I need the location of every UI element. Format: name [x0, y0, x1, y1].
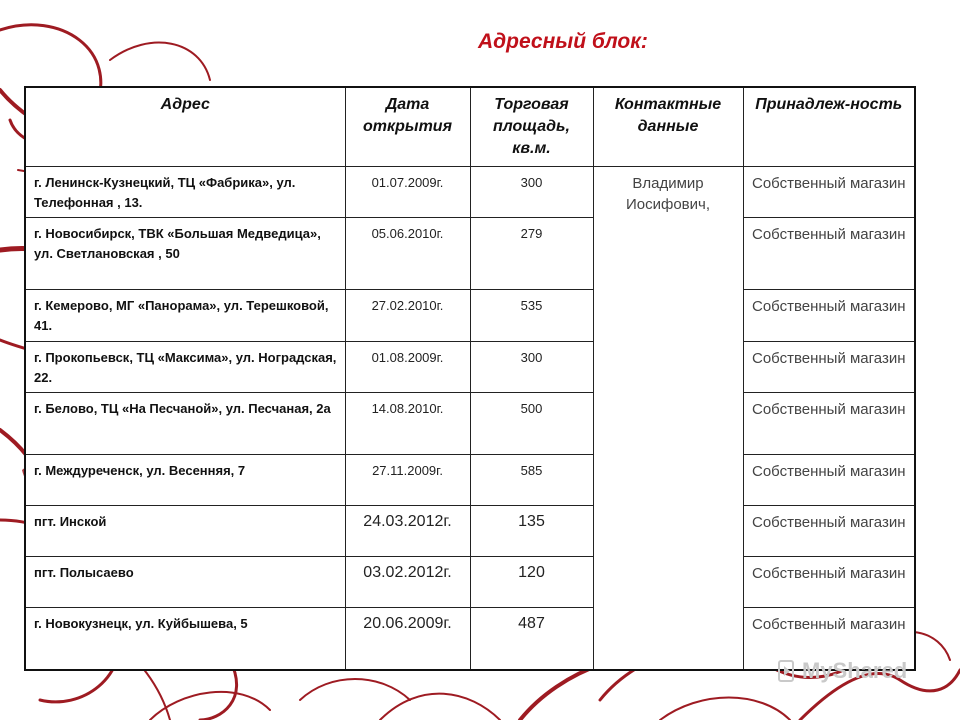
table-row: [25, 290, 915, 342]
address-cell: г. Белово, ТЦ «На Песчаной», ул. Песчаная, 2а: [25, 393, 345, 455]
ownership-cell: Собственный магазин: [743, 342, 915, 393]
ownership-cell: Собственный магазин: [743, 455, 915, 506]
area-cell: 500: [470, 393, 593, 455]
address-cell: пгт. Инской: [25, 506, 345, 557]
date-cell: 20.06.2009г.: [345, 608, 470, 670]
watermark-text: MyShared: [802, 658, 908, 683]
date-cell: 01.08.2009г.: [345, 342, 470, 393]
date-cell: 27.02.2010г.: [345, 290, 470, 342]
area-cell: 135: [470, 506, 593, 557]
area-cell: 279: [470, 218, 593, 290]
table-row: [25, 506, 915, 557]
table-row: [25, 393, 915, 455]
header-retail-area: Торговая площадь, кв.м.: [470, 87, 593, 167]
header-opening-date: Дата открытия: [345, 87, 470, 167]
area-cell: 535: [470, 290, 593, 342]
watermark: [776, 658, 907, 684]
address-cell: г. Новокузнецк, ул. Куйбышева, 5: [25, 608, 345, 670]
area-cell: 487: [470, 608, 593, 670]
table-header-row: [25, 87, 915, 167]
table-row: [25, 218, 915, 290]
contact-cell: Владимир Иосифович,: [593, 167, 743, 670]
ownership-cell: Собственный магазин: [743, 290, 915, 342]
table-row: [25, 342, 915, 393]
ownership-cell: Собственный магазин: [743, 218, 915, 290]
date-cell: 24.03.2012г.: [345, 506, 470, 557]
area-cell: 585: [470, 455, 593, 506]
table-row: [25, 167, 915, 218]
header-ownership: Принадлеж-ность: [743, 87, 915, 167]
date-cell: 27.11.2009г.: [345, 455, 470, 506]
area-cell: 300: [470, 167, 593, 218]
address-cell: г. Кемерово, МГ «Панорама», ул. Терешковой, 41.: [25, 290, 345, 342]
header-contacts: Контактные данные: [593, 87, 743, 167]
address-cell: г. Прокопьевск, ТЦ «Максима», ул. Ноградская, 22.: [25, 342, 345, 393]
address-cell: пгт. Полысаево: [25, 557, 345, 608]
ownership-cell: Собственный магазин: [743, 506, 915, 557]
date-cell: 03.02.2012г.: [345, 557, 470, 608]
myshared-logo-icon: [776, 660, 796, 682]
table-row: [25, 557, 915, 608]
ownership-cell: Собственный магазин: [743, 608, 915, 670]
area-cell: 300: [470, 342, 593, 393]
date-cell: 05.06.2010г.: [345, 218, 470, 290]
date-cell: 01.07.2009г.: [345, 167, 470, 218]
address-cell: г. Ленинск-Кузнецкий, ТЦ «Фабрика», ул. Телефонная , 13.: [25, 167, 345, 218]
address-table: [24, 86, 916, 671]
address-cell: г. Междуреченск, ул. Весенняя, 7: [25, 455, 345, 506]
area-cell: 120: [470, 557, 593, 608]
header-address: Адрес: [25, 87, 345, 167]
ownership-cell: Собственный магазин: [743, 557, 915, 608]
date-cell: 14.08.2010г.: [345, 393, 470, 455]
ownership-cell: Собственный магазин: [743, 167, 915, 218]
slide-title: Адресный блок:: [478, 30, 648, 53]
table-row: [25, 455, 915, 506]
ownership-cell: Собственный магазин: [743, 393, 915, 455]
address-cell: г. Новосибирск, ТВК «Большая Медведица», ул. Светлановская , 50: [25, 218, 345, 290]
